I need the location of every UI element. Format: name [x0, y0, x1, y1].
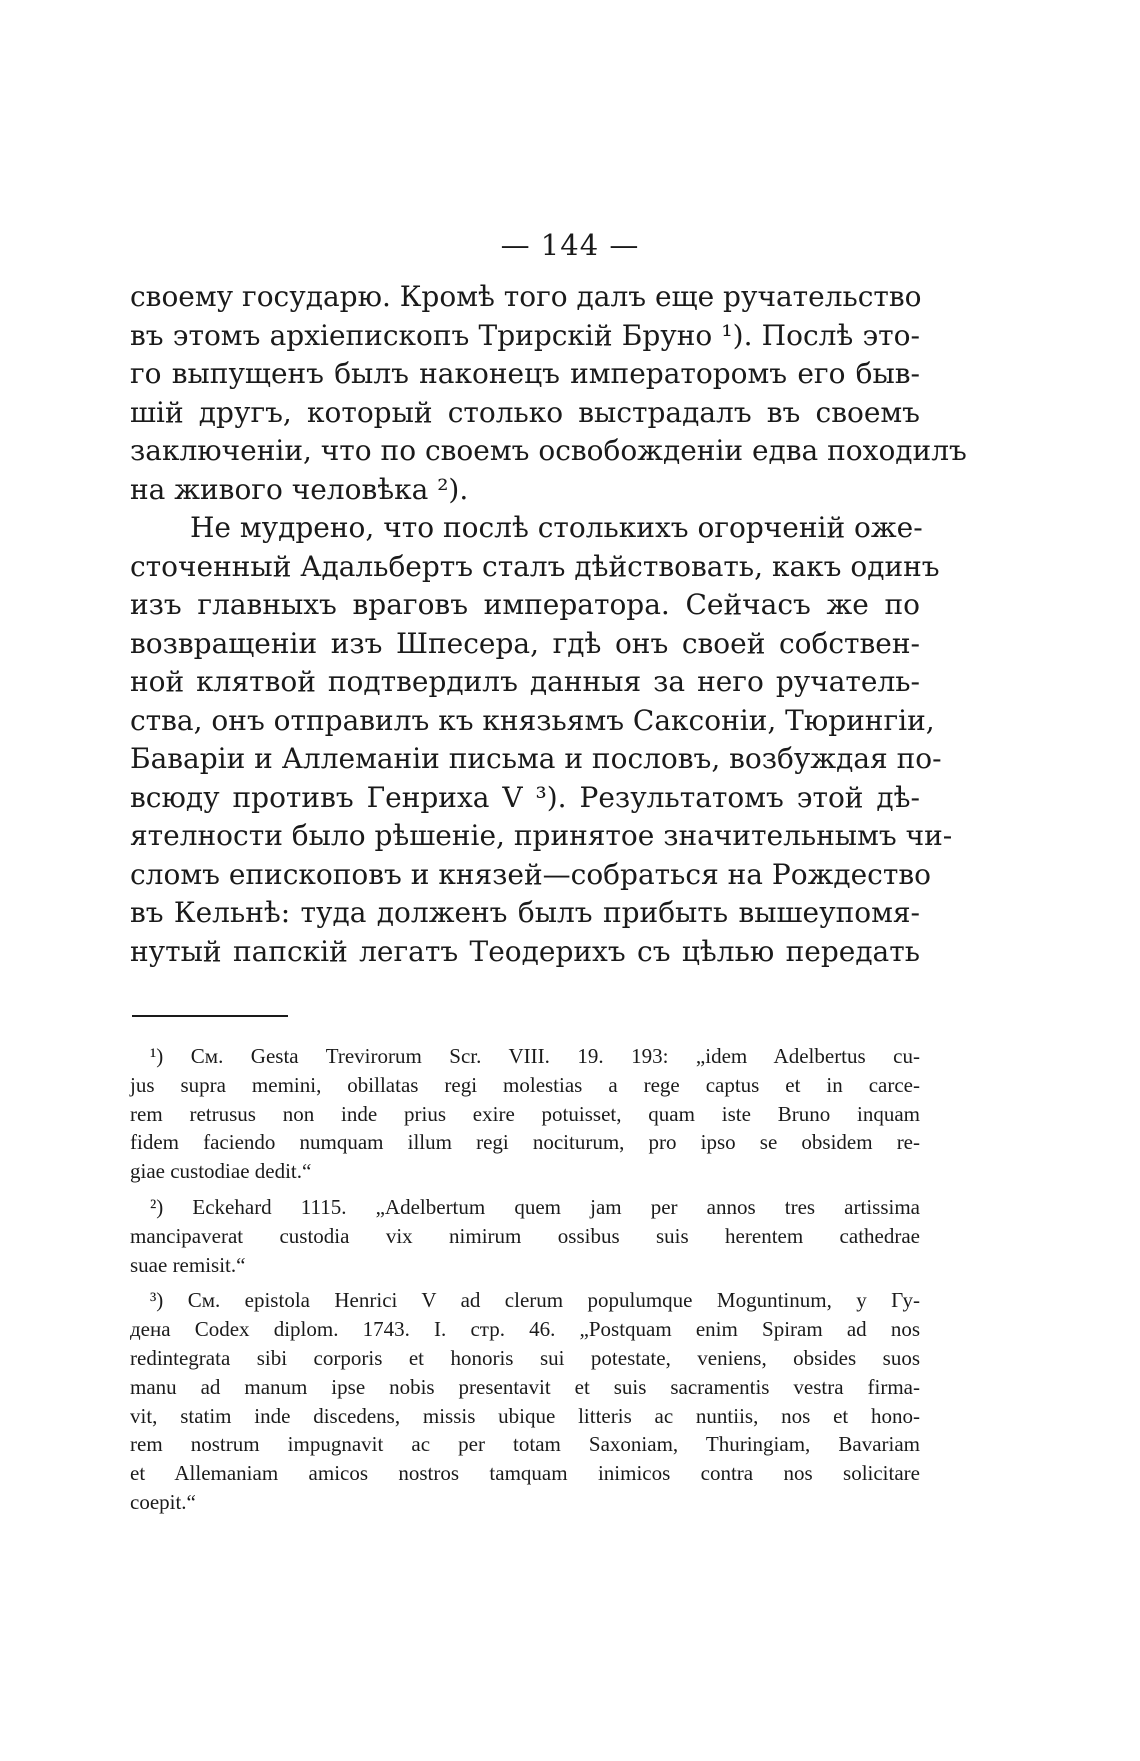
footnote-line: coepit.“ — [130, 1489, 196, 1514]
main-text — [130, 278, 967, 971]
footnote-line: ³) См. epistola Henrici V ad clerum populumque Moguntinum, у Гу- — [150, 1288, 920, 1313]
text-line: нутый папскій легатъ Теодерихъ съ цѣлью передать — [130, 934, 920, 968]
footnote-line: ¹) См. Gesta Trevirorum Scr. VIII. 19. 193: „idem Adelbertus cu- — [150, 1044, 920, 1068]
text-line: въ этомъ архіепископъ Трирскій Бруно ¹). Послѣ это- — [130, 318, 920, 352]
text-line: ятелности было рѣшеніе, принятое значительнымъ чи- — [130, 819, 953, 852]
footnote-line: suae remisit.“ — [130, 1252, 246, 1277]
footnote-line: giae custodiae dedit.“ — [130, 1159, 312, 1184]
text-line: сломъ епископовъ и князей—собраться на Рождество — [130, 857, 931, 891]
text-line: заключеніи, что по своемъ освобожденіи едва походилъ — [130, 434, 967, 467]
text-line: ства, онъ отправилъ къ князьямъ Саксоніи, Тюрингіи, — [130, 703, 935, 737]
footnote-line: et Allemaniam amicos nostros tamquam inimicos contra nos solicitare — [130, 1461, 920, 1486]
footnote-3 — [130, 1286, 920, 1516]
footnote-line: fidem faciendo numquam illum regi nociturum, pro ipso se obsidem re- — [130, 1130, 920, 1155]
footnote-separator — [132, 1015, 288, 1017]
footnote-1 — [130, 1042, 920, 1186]
text-line: въ Кельнѣ: туда долженъ былъ прибыть вышеупомя- — [130, 896, 920, 929]
footnote-line: rem nostrum impugnavit ac per totam Saxoniam, Thuringiam, Bavariam — [130, 1432, 920, 1457]
footnote-2 — [130, 1193, 920, 1279]
text-line: возвращеніи изъ Шпесера, гдѣ онъ своей собствен- — [130, 626, 920, 660]
paragraph-1 — [130, 278, 967, 509]
text-line: всюду противъ Генриха V ³). Результатомъ этой дѣ- — [130, 780, 920, 814]
paragraph-2 — [130, 509, 953, 971]
page-number: — 144 — — [500, 228, 640, 262]
text-line: ной клятвой подтвердилъ данныя за него ручатель- — [130, 665, 920, 698]
text-line: Не мудрено, что послѣ столькихъ огорченій оже- — [190, 511, 923, 544]
footnote-line: ²) Eckehard 1115. „Adelbertum quem jam per annos tres artissima — [150, 1194, 920, 1219]
text-line: изъ главныхъ враговъ императора. Сейчасъ же по — [130, 588, 920, 621]
footnote-line: mancipaverat custodia vix nimirum ossibus suis herentem cathedrae — [130, 1223, 920, 1248]
footnote-line: redintegrata sibi corporis et honoris sui potestate, veniens, obsides suos — [130, 1345, 920, 1370]
footnote-line: vit, statim inde discedens, missis ubique litteris ac nuntiis, nos et hono- — [130, 1403, 920, 1428]
text-line: на живого человѣка ²). — [130, 472, 469, 506]
text-line: Баваріи и Аллеманіи письма и пословъ, возбуждая по- — [130, 742, 942, 775]
text-line: шій другъ, который столько выстрадалъ въ своемъ — [130, 395, 920, 429]
footnote-line: дена Codex diplom. 1743. I. стр. 46. „Postquam enim Spiram ad nos — [130, 1317, 920, 1342]
text-line: сточенный Адальбертъ сталъ дѣйствовать, какъ одинъ — [130, 549, 940, 583]
footnote-line: rem retrusus non inde prius exire potuisset, quam iste Bruno inquam — [130, 1101, 920, 1126]
text-line: своему государю. Кромѣ того далъ еще ручательство — [130, 280, 922, 313]
footnote-line: manu ad manum ipse nobis presentavit et suis sacramentis vestra firma- — [130, 1374, 920, 1399]
footnotes — [130, 1042, 920, 1524]
text-line: го выпущенъ былъ наконецъ императоромъ его быв- — [130, 357, 920, 390]
footnote-line: jus supra memini, obillatas regi molestias a rege captus et in carce- — [130, 1072, 920, 1097]
